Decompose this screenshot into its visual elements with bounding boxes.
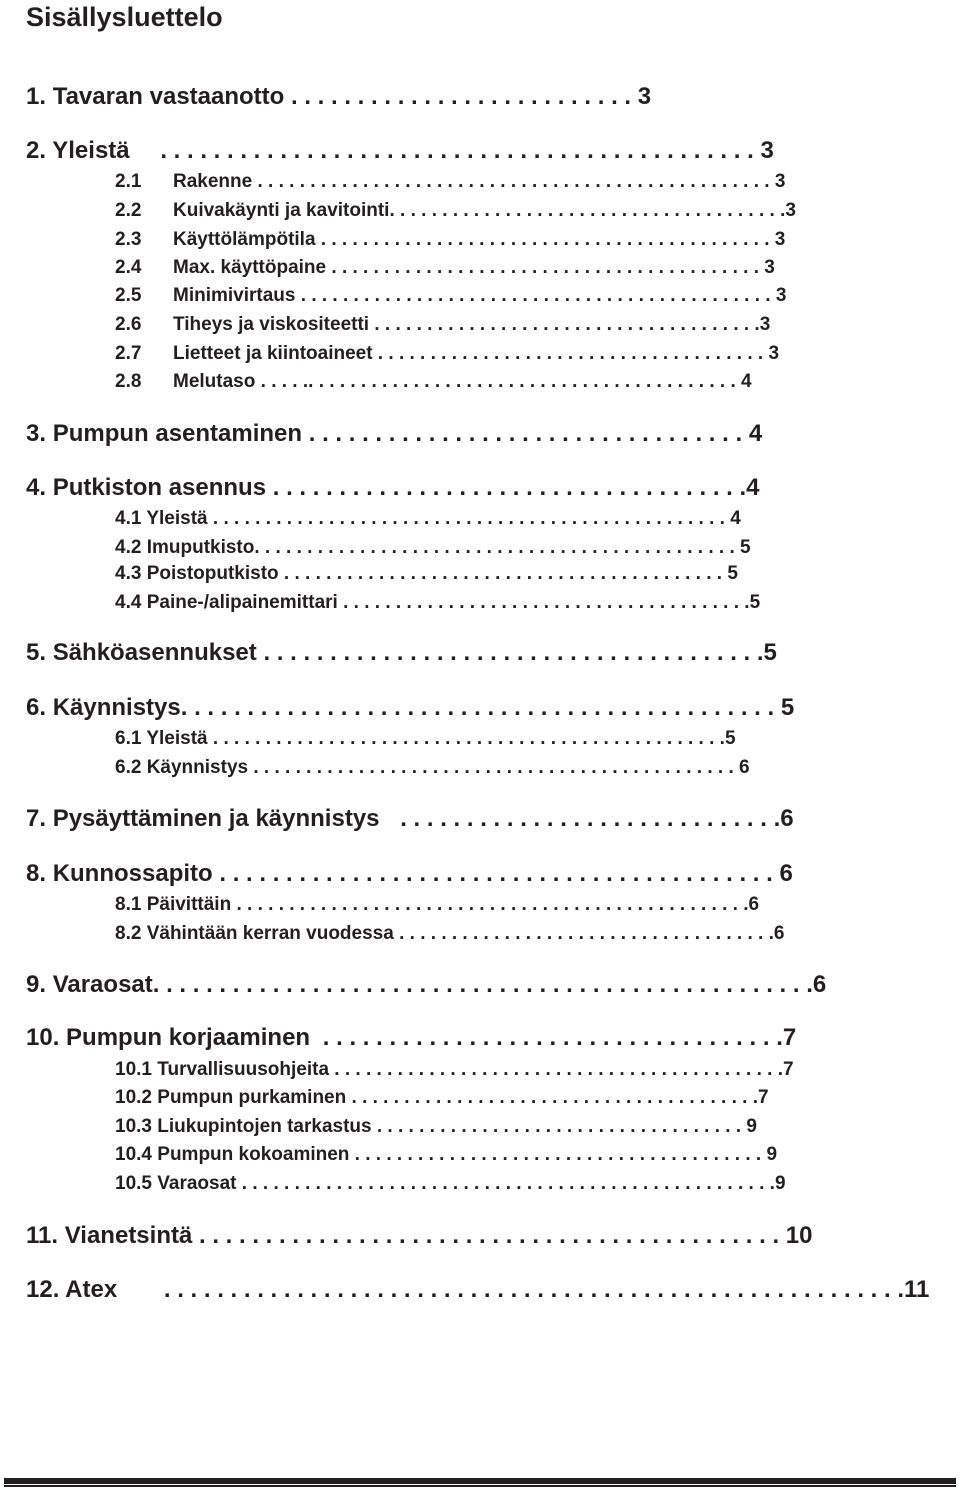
toc-title: Pumpun kokoaminen [157,1144,350,1165]
toc-title: Pumpun korjaaminen [66,1024,311,1051]
toc-leader: . . . . . . . . . . . . . . . . . . . . . . . . . . . . . . . . . . . . . . . . . . . . [192,1222,786,1249]
toc-page: 10 [785,1222,813,1249]
toc-entry-10-2[interactable] [115,1084,769,1112]
toc-entry-2-1[interactable] [115,168,785,196]
toc-leader: . . . . . . . . . . . . . . . . . . . . . . . . . . . . . . . . . . . . . . . . . . . [329,1059,783,1080]
toc-leader: . . . . . . . . . . . . . . . . . . . . . . . . . . [291,83,638,110]
toc-leader: . . . . . . . . . . . . . . . . . . . . . . . . . . . . . . . . . . . . . . . . . . . . . . . . . [231,894,749,915]
toc-leader: . . . . . . . . . . . . . . . . . . . . . . . . . . . . . . . . . . . . . . . . . . [212,860,780,887]
toc-page: 6 [812,971,827,998]
toc-title: Imuputkisto. [146,537,260,558]
toc-page: 11 [904,1276,930,1303]
toc-page: 5 [763,639,777,666]
toc-page: 5 [724,728,736,749]
toc-title: Kunnossapito [52,860,213,887]
toc-leader: . . . . . . . . . . . . . . . . . . . . . . . . . . . . . . . . . . . . . . . . . . . . . . . . . [207,508,731,529]
toc-entry-9[interactable] [26,971,826,999]
toc-entry-10-1[interactable] [115,1056,794,1084]
toc-page: 5 [727,563,738,584]
toc-page: 4 [730,508,741,529]
toc-title: Max. käyttöpaine [173,257,327,278]
toc-page: 3 [774,229,786,250]
toc-page: 9 [774,1173,786,1194]
toc-entry-2-2[interactable] [115,197,796,225]
toc-title: Sähköasennukset [52,639,257,666]
toc-title: Käyttölämpötila [173,229,316,250]
toc-page: 3 [764,257,775,278]
toc-page: 7 [782,1024,797,1051]
toc-number: 10.4 [115,1144,152,1165]
toc-leader: . . . . . . . . . . . . . . . . . . . . . . . . . . . . . . . . . . . . . . . . . [326,257,765,278]
toc-number: 3. [26,420,47,447]
toc-title: Vähintään kerran vuodessa [146,923,394,944]
toc-page: 6 [780,805,794,832]
toc-entry-2-3[interactable] [115,226,785,254]
toc-title: Putkiston asennus [52,474,267,501]
toc-page: 3 [775,285,787,306]
toc-title: Poistoputkisto [146,563,279,584]
toc-number: 2.4 [115,257,142,278]
toc-title: Rakenne [173,171,253,192]
toc-leader: . . . . . . . . . . . . . . . . . . . . . . . . . . . . . . . . . . . . . . [256,639,764,666]
toc-page: 9 [766,1144,778,1165]
toc-entry-11[interactable] [26,1222,812,1250]
toc-title: Yleistä [52,137,130,164]
toc-entry-4-2[interactable] [115,534,751,562]
toc-entry-10-5[interactable] [115,1170,786,1198]
toc-leader: . . . . . . . . . . . . . . . . . . . . . . . . . . . . . [400,805,781,832]
toc-page: 3 [759,314,771,335]
toc-page: 3 [785,200,796,221]
toc-number: 2. [26,137,47,164]
toc-number: 2.3 [115,229,142,250]
toc-title: Lietteet ja kiintoaineet [173,343,373,364]
toc-entry-6-1[interactable] [115,725,736,753]
toc-number: 5. [26,639,47,666]
toc-number: 8. [26,860,47,887]
toc-number: 10.2 [115,1087,152,1108]
toc-page: 7 [783,1059,794,1080]
toc-leader: . . . . . . . . . . . . . . . . . . . . . . . . . . . . . . . . . . . . . . . . . . . . . . . . . [257,171,775,192]
toc-page: 7 [757,1087,769,1108]
toc-title: Liukupintojen tarkastus [157,1116,372,1137]
toc-number: 2.7 [115,343,142,364]
page-title: Sisällysluettelo [26,2,223,32]
toc-leader: . . . . . . . . . . . . . . . . . . . . . . . . . . . . . . . . . . . . . [377,343,769,364]
toc-number: 10.1 [115,1059,152,1080]
toc-entry-7[interactable] [26,805,794,833]
toc-entry-6-2[interactable] [115,754,750,782]
toc-leader: . . . . . . . . . . . . . . . . . . . . . . . . . . . . . . . . . . . . . . . . . . . . . . . . . [159,971,813,998]
toc-leader: . . . . . . . . . . . . . . . . . . . . . . . . . . . . . . . . . . . . . . . . . . [278,563,728,584]
toc-entry-4-3[interactable] [115,560,738,588]
toc-entry-3[interactable] [26,420,762,448]
toc-number: 12. [26,1276,60,1303]
footer-double-rule [4,1478,956,1487]
toc-leader: . . . . . . . . . . . . . . . . . . . . . . . . . . . . . . . . . . . . . . . [349,1144,767,1165]
toc-leader: . . . . . . . . . . . . . . . . . . . . . . . . . . . . . . . . . . . . . . . . . . . [315,229,775,250]
toc-entry-8[interactable] [26,860,793,888]
toc-page: 6 [779,860,793,887]
toc-entry-2-6[interactable] [115,311,770,339]
toc-entry-10-3[interactable] [115,1113,757,1141]
toc-title: Päivittäin [146,894,232,915]
toc-number: 2.1 [115,171,142,192]
toc-entry-4-4[interactable] [115,589,760,617]
toc-title: Pysäyttäminen ja käynnistys [52,805,380,832]
toc-page: 3 [768,343,780,364]
toc-title: Kuivakäynti ja kavitointi. [173,200,395,221]
toc-number: 11. [26,1222,59,1249]
toc-leader: . . . . . . . . . . . . . . . . . . . . . . . . . . . . . . . . . . . . . . . . . . . . . . . . . [207,728,725,749]
toc-number: 10. [26,1024,60,1051]
toc-number: 2.5 [115,285,142,306]
toc-title: Pumpun asentaminen [52,420,303,447]
toc-number: 1. [26,83,47,110]
toc-entry-8-2[interactable] [115,920,784,948]
toc-number: 6. [26,694,47,721]
toc-leader: . . . . . . . . . . . . . . . . . . . . . . . . . . . . . . . . . [302,420,749,447]
toc-entry-2-4[interactable] [115,254,775,282]
toc-title: Varaosat [157,1173,237,1194]
toc-number: 4.4 [115,592,142,613]
toc-entry-2-7[interactable] [115,340,779,368]
toc-page: 6 [739,757,750,778]
toc-page: 3 [637,83,652,110]
toc-title: Tiheys ja viskositeetti [173,314,370,335]
toc-number: 8.2 [115,923,142,944]
toc-title: Atex [65,1276,118,1303]
toc-number: 8.1 [115,894,142,915]
toc-title: Pumpun purkaminen [157,1087,347,1108]
toc-entry-8-1[interactable] [115,891,759,919]
toc-page: 9 [746,1116,757,1137]
toc-leader: . . . . . . . . . . . . . . . . . . . . . . . . . . . . . . . . . . . . . . . . . . . . . [160,137,761,164]
toc-leader: . . . . . . . . . . . . . . . . . . . . . . . . . . . . . . . . . . . . . [369,314,760,335]
toc-number: 6.2 [115,757,142,778]
toc-number: 10.5 [115,1173,152,1194]
toc-number: 4. [26,474,47,501]
toc-number: 7. [26,805,47,832]
toc-title: Käynnistys. [52,694,188,721]
toc-leader: . . . . . . . . . . . . . . . . . . . . . . . . . . . . . . . . . . . . . [394,200,786,221]
toc-number: 2.8 [115,371,142,392]
toc-entry-5[interactable] [26,639,777,667]
toc-title: Tavaran vastaanotto [52,83,285,110]
toc-page: 6 [773,923,785,944]
toc-page: 4 [748,420,763,447]
toc-page: 5 [740,537,751,558]
toc-title: Melutaso [173,371,256,392]
toc-title: Käynnistys [146,757,249,778]
toc-entry-10[interactable] [26,1024,796,1052]
toc-entry-4[interactable] [26,474,760,502]
toc-title: Vianetsintä [64,1222,193,1249]
toc-entry-2-5[interactable] [115,282,786,310]
toc-page: 3 [774,171,786,192]
toc-title: Minimivirtaus [173,285,296,306]
toc-leader: . . . . . . . . . . . . . . . . . . . . . . . . . . . . . . . . . . . . . . . . . . . . . [295,285,776,306]
toc-leader: . . . . . . . . . . . . . . . . . . . . . . . . . . . . . . . . . . . . . . . [337,592,750,613]
toc-number: 4.2 [115,537,142,558]
toc-number: 4.1 [115,508,142,529]
toc-title: Yleistä [146,508,208,529]
toc-number: 10.3 [115,1116,152,1137]
toc-number: 2.6 [115,314,142,335]
toc-entry-12[interactable] [26,1276,929,1304]
toc-leader: . . . . .. . . . . . . . . . . . . . . . . . . . . . . . . . . . . . . . . . . . . . . . . [255,371,742,392]
toc-page: 4 [746,474,760,501]
toc-page: 5 [749,592,761,613]
toc-leader: . . . . . . . . . . . . . . . . . . . . . . . . . . . . . . . . . . . . . . . [346,1087,758,1108]
toc-entry-1[interactable] [26,83,651,111]
toc-entry-2[interactable] [26,137,774,165]
toc-title: Yleistä [146,728,208,749]
toc-page: 5 [780,694,795,721]
toc-page: 6 [748,894,760,915]
toc-leader: . . . . . . . . . . . . . . . . . . . . . . . . . . . . . . . . . . . [371,1116,747,1137]
toc-entry-10-4[interactable] [115,1141,777,1169]
toc-page: 3 [760,137,774,164]
toc-number: 2.2 [115,200,142,221]
toc-leader: . . . . . . . . . . . . . . . . . . . . . . . . . . . . . . . . . . . . . . . . . . . . . . [248,757,740,778]
toc-title: Paine-/alipainemittari [146,592,338,613]
toc-entry-2-8[interactable] [115,368,752,396]
toc-leader: . . . . . . . . . . . . . . . . . . . . . . . . . . . . . . . . . . . . . . . . . . . . . . . . . . . . . . . . [163,1276,905,1303]
toc-leader: . . . . . . . . . . . . . . . . . . . . . . . . . . . . . . . . . . . . . . . . . . . . . . . . . . . [236,1173,775,1194]
toc-leader: . . . . . . . . . . . . . . . . . . . . . . . . . . . . . . . . . . . . [393,923,774,944]
toc-entry-6[interactable] [26,694,794,722]
toc-title: Turvallisuusohjeita [157,1059,330,1080]
toc-leader: . . . . . . . . . . . . . . . . . . . . . . . . . . . . . . . . . . . [322,1024,783,1051]
toc-page: 4 [741,371,752,392]
toc-entry-4-1[interactable] [115,505,741,533]
toc-leader: . . . . . . . . . . . . . . . . . . . . . . . . . . . . . . . . . . . . . . . . . . . . . [259,537,741,558]
toc-title: Varaosat. [52,971,160,998]
toc-leader: . . . . . . . . . . . . . . . . . . . . . . . . . . . . . . . . . . . . . . . . . . . . [187,694,781,721]
toc-number: 6.1 [115,728,142,749]
toc-leader: . . . . . . . . . . . . . . . . . . . . . . . . . . . . . . . . . . . . [266,474,747,501]
toc-number: 4.3 [115,563,142,584]
toc-number: 9. [26,971,47,998]
